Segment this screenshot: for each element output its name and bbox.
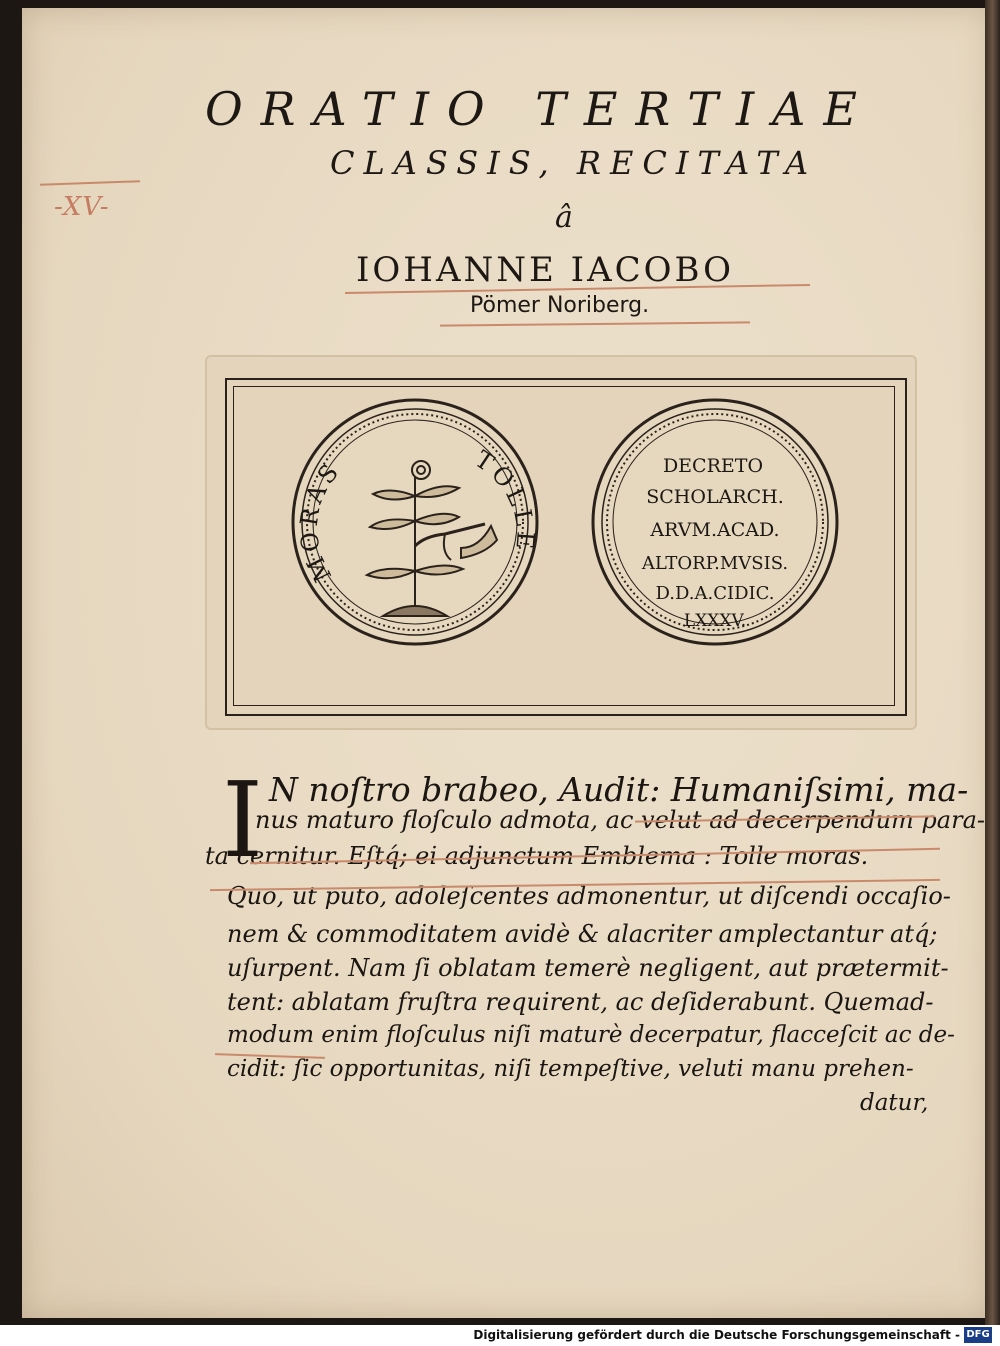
medal-left-word-left: MORAS	[294, 455, 347, 587]
body-line-9: cidit: ſic opportunitas, niſi tempeſtive, veluti manu prehen-	[227, 1056, 914, 1082]
body-line-6: uſurpent. Nam ſi oblatam temerè negligent, aut prætermit-	[227, 954, 949, 982]
medal-right-line-2: SCHOLARCH.	[646, 486, 784, 508]
body-line-2: nus maturo floſculo admota, ac velut ad decerpendum para-	[255, 806, 985, 834]
body-line-7: tent: ablatam fruſtra requirent, ac deſiderabunt. Quemad-	[227, 988, 934, 1016]
author-origin: Pömer Noriberg.	[470, 293, 650, 318]
footer-bar	[0, 1325, 1000, 1346]
annotation-text: -XV-	[54, 192, 110, 222]
drop-cap: I	[222, 759, 264, 881]
title-line-1: ORATIO TERTIAE	[205, 82, 875, 136]
body-line-10: datur,	[860, 1090, 929, 1116]
medal-right-line-1: DECRETO	[662, 455, 764, 477]
medal-right	[593, 400, 837, 644]
dfg-logo-icon: DFG	[964, 1327, 992, 1343]
medal-right-line-5: D.D.A.CIDIC.	[655, 583, 775, 604]
medal-right-line-3: ARVM.ACAD.	[650, 519, 780, 541]
body-line-1: N noſtro brabeo, Audit: Humaniſsimi, ma-	[269, 770, 969, 809]
medal-left	[293, 400, 540, 644]
medals-illustration	[233, 386, 895, 706]
footer-credit: Digitalisierung gefördert durch die Deutsche Forschungsgemeinschaft -	[473, 1328, 960, 1342]
title-line-2: CLASSIS, RECITATA	[330, 144, 818, 182]
book-spine-edge	[985, 0, 1000, 1325]
medal-left-word-right: TOLLE	[469, 445, 540, 554]
body-line-3: ta cernitur. Eſtq́; ei adjunctum Emblema : Tolle moras.	[205, 842, 869, 870]
body-line-5: nem & commoditatem avidè & alacriter amplectantur atq́;	[227, 920, 938, 948]
body-line-4: Quo, ut puto, adoleſcentes admonentur, ut diſcendi occaſio-	[227, 882, 951, 910]
medal-right-line-4: ALTORP.MVSIS.	[641, 553, 789, 574]
title-line-3: â	[555, 200, 573, 235]
body-line-8: modum enim floſculus niſi maturè decerpatur, flacceſcit ac de-	[227, 1022, 955, 1048]
medal-right-line-6: LXXXV.	[683, 611, 747, 631]
annotation-rule	[40, 180, 140, 185]
margin-annotation	[36, 178, 146, 238]
author-name: IOHANNE IACOBO	[356, 250, 734, 290]
